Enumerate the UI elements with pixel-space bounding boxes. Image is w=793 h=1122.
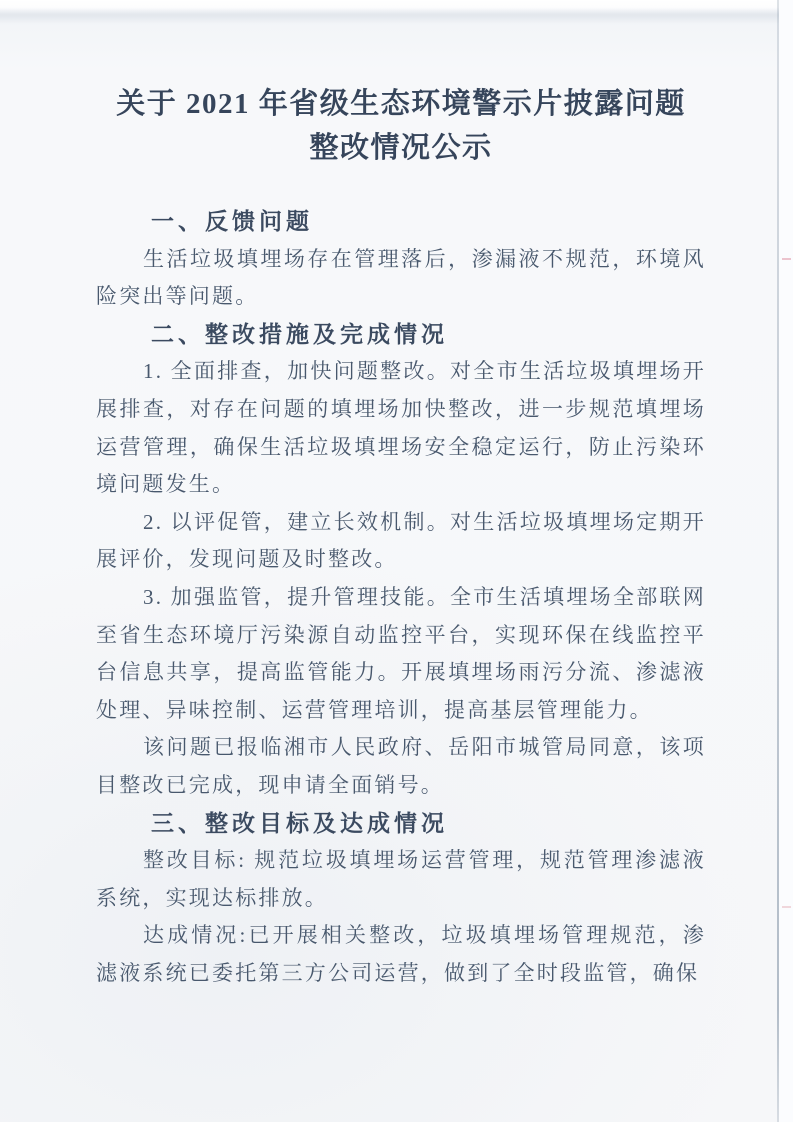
document-title-line2: 整改情况公示	[309, 132, 493, 164]
section-1-paragraph-1: 生活垃圾填埋场存在管理落后，渗漏液不规范，环境风险突出等问题。	[96, 246, 706, 309]
section-3-paragraph-2: 达成情况:已开展相关整改，垃圾填埋场管理规范，渗滤液系统已委托第三方公司运营，做到了全时段监管，确保	[96, 923, 706, 985]
document-title	[96, 0, 706, 170]
section-2-paragraph-4: 该问题已报临湘市人民政府、岳阳市城管局同意，该项目整改已完成，现申请全面销号。	[96, 735, 706, 797]
section-2-paragraph-2: 2. 以评促管，建立长效机制。对生活垃圾填埋场定期开展评价，发现问题及时整改。	[96, 509, 706, 572]
section-2-heading: 二、整改措施及完成情况	[151, 320, 448, 347]
scan-right-margin	[779, 0, 793, 1122]
section-3-heading: 三、整改目标及达成情况	[151, 809, 448, 836]
scan-speck	[782, 906, 791, 908]
document-title-line1: 关于 2021 年省级生态环境警示片披露问题	[116, 88, 686, 120]
section-3-paragraph-1: 整改目标: 规范垃圾填埋场运营管理，规范管理渗滤液系统，实现达标排放。	[96, 848, 706, 910]
document-body	[96, 203, 706, 992]
scan-fold-line	[777, 0, 779, 1122]
section-2-paragraph-1: 1. 全面排查，加快问题整改。对全市生活垃圾填埋场开展排查，对存在问题的填埋场加快整改，进一步规范填埋场运营管理，确保生活垃圾填埋场安全稳定运行，防止污染环境问题发生。	[96, 359, 706, 497]
scan-speck	[782, 258, 791, 260]
section-2-paragraph-3: 3. 加强监管，提升管理技能。全市生活填埋场全部联网至省生态环境厅污染源自动监控平台，实现环保在线监控平台信息共享，提高监管能力。开展填埋场雨污分流、渗滤液处理、异味控制、运营管理培训，提高基层管理能力。	[96, 584, 706, 722]
section-1-heading: 一、反馈问题	[151, 208, 313, 234]
